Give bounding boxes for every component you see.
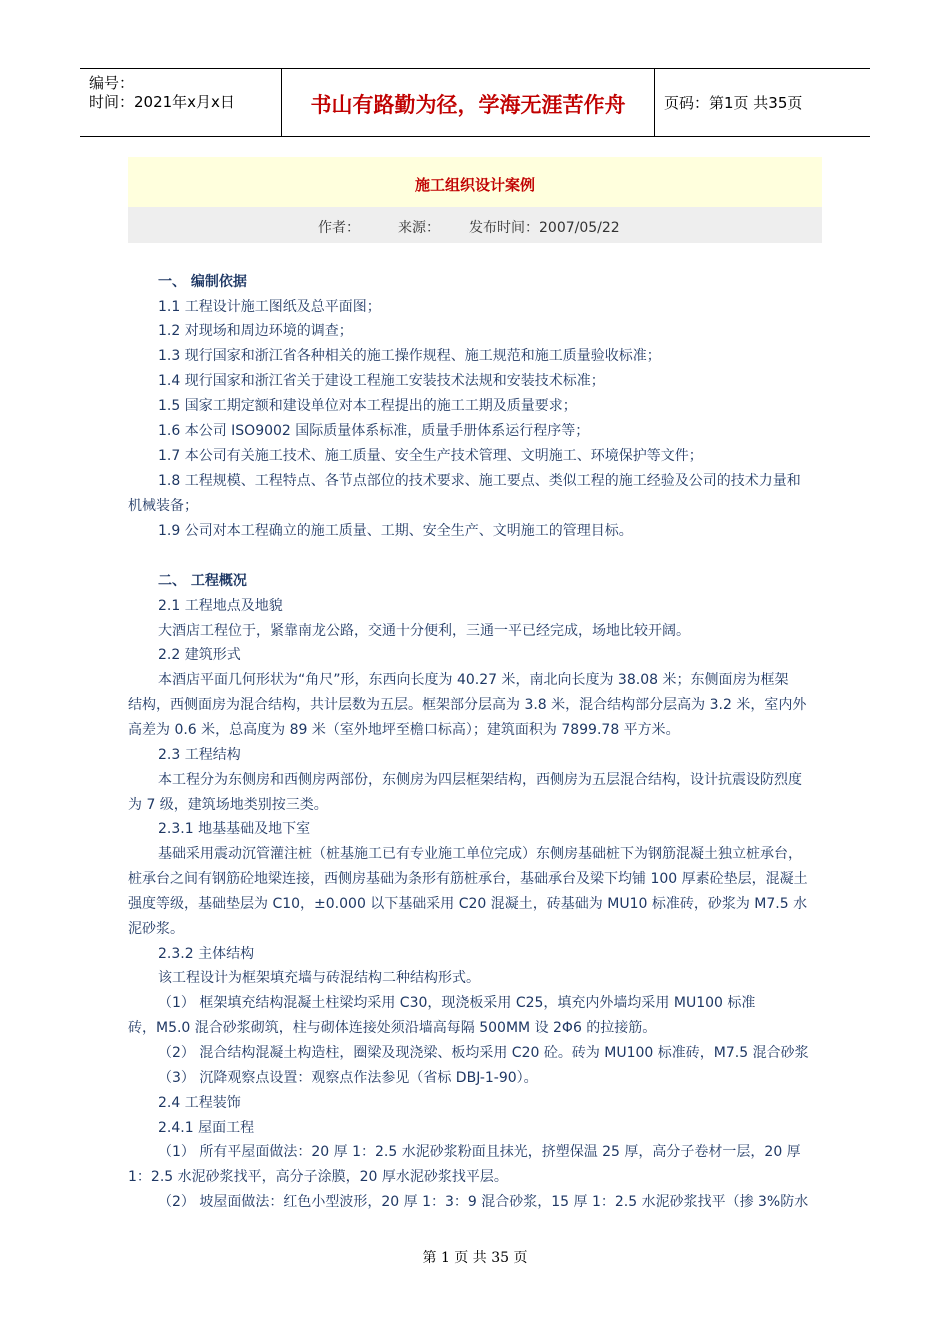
text-line: （1） 框架填充结构混凝土柱梁均采用 C30，现浇板采用 C25，填充内外墙均采用 MU100 标准 [158,995,756,1011]
page-footer: 第 1 页 共 35 页 [422,1250,528,1266]
subheading: 2.3 工程结构 [158,747,241,763]
text-line: （3） 沉降观察点设置：观察点作法参见（省标 DBJ-1-90）。 [158,1070,538,1086]
text-line: 本酒店平面几何形状为“角尺”形，东西向长度为 40.27 米，南北向长度为 38.08 米；东侧面房为框架 [158,672,789,688]
document-time-label: 时间：2021年x月x日 [89,93,235,111]
text-line: 1.6 本公司 ISO9002 国际质量体系标准，质量手册体系运行程序等； [158,423,590,439]
text-line: 机械装备； [128,498,198,514]
text-line: 1.4 现行国家和浙江省关于建设工程施工安装技术法规和安装技术标准； [158,373,605,389]
text-line: 该工程设计为框架填充墙与砖混结构二种结构形式。 [158,970,480,986]
text-line: 1.7 本公司有关施工技术、施工质量、安全生产技术管理、文明施工、环境保护等文件； [158,448,703,464]
article-meta-band [128,207,822,243]
document-number-label: 编号： [89,74,135,92]
header-motto-cell [282,69,655,136]
text-line: 1.8 工程规模、工程特点、各节点部位的技术要求、施工要点、类似工程的施工经验及公司的技术力量和 [158,473,801,489]
text-line: 为 7 级，建筑场地类别按三类。 [128,797,328,813]
text-line: 砖，M5.0 混合砂浆砌筑，柱与砌体连接处须沿墙高每隔 500MM 设 2Φ6 的拉接筋。 [128,1020,657,1036]
text-line: 1.1 工程设计施工图纸及总平面图； [158,299,381,315]
page-header [80,68,870,137]
header-left-cell [80,69,282,136]
text-line: 大酒店工程位于，紧靠南龙公路，交通十分便利，三通一平已经完成，场地比较开阔。 [158,623,690,639]
text-line: （2） 坡屋面做法：红色小型波形，20 厚 1：3：9 混合砂浆，15 厚 1：2.5 水泥砂浆找平（掺 3%防水 [158,1194,809,1210]
text-line: 1.5 国家工期定额和建设单位对本工程提出的施工工期及质量要求； [158,398,577,414]
subheading: 2.4.1 屋面工程 [158,1120,255,1136]
text-line: 高差为 0.6 米，总高度为 89 米（室外地坪至檐口标高）；建筑面积为 7899.78 平方米。 [128,722,680,738]
text-line: 强度等级，基础垫层为 C10，±0.000 以下基础采用 C20 混凝土，砖基础为 MU10 标准砖，砂浆为 M7.5 水 [128,896,808,912]
text-line: 1.3 现行国家和浙江省各种相关的施工操作规程、施工规范和施工质量验收标准； [158,348,661,364]
author-label: 作者： [318,220,360,236]
text-line: 1：2.5 水泥砂浆找平，高分子涂膜，20 厚水泥砂浆找平层。 [128,1169,508,1185]
subheading: 2.3.2 主体结构 [158,946,255,962]
article-title: 施工组织设计案例 [414,176,535,194]
text-line: 结构，西侧面房为混合结构，共计层数为五层。框架部分层高为 3.8 米，混合结构部分层高为 3.2 米，室内外 [128,697,807,713]
section-heading-overview: 二、 工程概况 [158,573,247,589]
source-label: 来源： [398,220,440,236]
text-line: （1） 所有平屋面做法：20 厚 1：2.5 水泥砂浆粉面且抹光，挤塑保温 25 厚，高分子卷材一层，20 厚 [158,1144,801,1160]
subheading: 2.4 工程装饰 [158,1095,241,1111]
publish-date-label: 发布时间：2007/05/22 [469,220,620,236]
text-line: 本工程分为东侧房和西侧房两部份，东侧房为四层框架结构，西侧房为五层混合结构，设计抗震设防烈度 [158,772,802,788]
subheading: 2.2 建筑形式 [158,647,241,663]
text-line: （2） 混合结构混凝土构造柱，圈梁及现浇梁、板均采用 C20 砼。砖为 MU100 标准砖，M7.5 混合砂浆 [158,1045,809,1061]
header-page-cell [655,69,870,136]
text-line: 桩承台之间有钢筋砼地梁连接，西侧房基础为条形有筋桩承台，基础承台及梁下均铺 100 厚素砼垫层，混凝土 [128,871,808,887]
header-motto: 书山有路勤为径，学海无涯苦作舟 [310,93,626,117]
text-line: 泥砂浆。 [128,921,184,937]
article-title-band [128,157,822,207]
subheading: 2.3.1 地基基础及地下室 [158,821,311,837]
text-line: 基础采用震动沉管灌注桩（桩基施工已有专业施工单位完成）东侧房基础桩下为钢筋混凝土独立桩承台， [158,846,802,862]
header-page-info: 页码：第1页 共35页 [664,94,803,112]
text-line: 1.9 公司对本工程确立的施工质量、工期、安全生产、文明施工的管理目标。 [158,523,633,539]
subheading: 2.1 工程地点及地貌 [158,598,283,614]
section-heading-basis: 一、 编制依据 [158,274,247,290]
text-line: 1.2 对现场和周边环境的调查； [158,323,353,339]
